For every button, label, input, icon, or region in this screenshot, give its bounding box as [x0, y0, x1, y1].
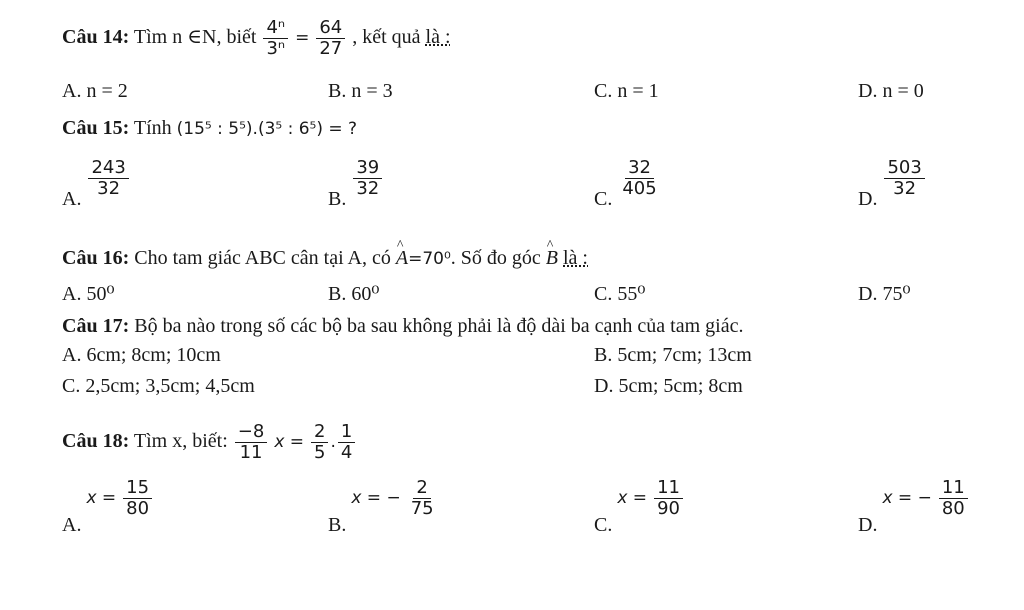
rhs-fraction-1	[311, 422, 328, 463]
fraction-numerator: 503	[884, 158, 924, 179]
option-fraction	[654, 478, 683, 519]
question-16-text: Cho tam giác ABC cân tại A, có	[134, 247, 391, 269]
question-17-text: Bộ ba nào trong số các bộ ba sau không phải là độ dài ba cạnh của tam giác.	[134, 315, 744, 337]
option-fraction	[353, 158, 382, 199]
option-prefix: x = −	[882, 488, 932, 509]
question-15-text: Tính	[133, 117, 172, 139]
rhs-fraction-2	[338, 422, 355, 463]
fraction-numerator: 15	[123, 478, 152, 499]
option-letter: A.	[62, 188, 82, 211]
fraction-numerator: 1	[338, 422, 355, 443]
fraction-numerator: 32	[625, 158, 654, 179]
question-15-stem	[62, 116, 357, 141]
q15-option-d[interactable]	[858, 157, 927, 211]
option-letter: D.	[858, 514, 878, 537]
fraction-denominator: 27	[319, 38, 343, 59]
question-15-label: Câu 15:	[62, 117, 130, 139]
option-prefix: x =	[617, 488, 648, 509]
question-14-rhs-fraction	[316, 18, 345, 59]
option-letter: C.	[594, 514, 613, 537]
question-18-text: Tìm x, biết:	[133, 430, 228, 453]
fraction-numerator: 4ⁿ	[263, 18, 288, 39]
q18-option-c[interactable]	[594, 477, 685, 537]
fraction-denominator: 11	[239, 442, 263, 463]
fraction-denominator: 90	[657, 498, 680, 519]
q17-option-b[interactable]: B. 5cm; 7cm; 13cm	[594, 344, 752, 366]
q16-option-b[interactable]: B. 60⁰	[328, 283, 380, 305]
angle-b-symbol: ^ B	[546, 246, 558, 270]
fraction-denominator: 3ⁿ	[266, 38, 286, 59]
equation-middle: x =	[274, 432, 305, 453]
option-fraction	[408, 478, 437, 519]
q17-option-d[interactable]: D. 5cm; 5cm; 8cm	[594, 375, 743, 397]
fraction-numerator: −8	[235, 422, 268, 443]
fraction-denominator: 4	[340, 442, 353, 463]
fraction-numerator: 2	[413, 478, 430, 499]
question-18-stem	[62, 422, 357, 463]
question-16-label: Câu 16:	[62, 247, 130, 269]
q17-option-a[interactable]: A. 6cm; 8cm; 10cm	[62, 344, 221, 366]
q18-option-d[interactable]	[858, 477, 970, 537]
angle-a-symbol: ^ A	[396, 246, 408, 270]
question-14-label: Câu 14:	[62, 26, 130, 49]
option-letter: D.	[858, 188, 878, 211]
fraction-denominator: 75	[410, 498, 434, 519]
option-letter: B.	[328, 188, 347, 211]
equals-sign: =	[295, 28, 310, 49]
question-14-text-2: , kết quả	[352, 26, 421, 49]
angle-a-value: =70⁰	[408, 249, 451, 269]
fraction-numerator: 64	[316, 18, 345, 39]
question-18-label: Câu 18:	[62, 430, 130, 453]
fraction-denominator: 5	[314, 442, 326, 463]
q16-option-d[interactable]: D. 75⁰	[858, 283, 911, 305]
fraction-numerator: 39	[353, 158, 382, 179]
fraction-denominator: 80	[126, 498, 150, 519]
option-prefix: x =	[86, 488, 117, 509]
fraction-numerator: 2	[311, 422, 328, 443]
lhs-fraction	[235, 422, 268, 463]
q16-option-a[interactable]: A. 50⁰	[62, 283, 115, 305]
question-14-stem	[62, 18, 451, 59]
question-17-label: Câu 17:	[62, 315, 130, 337]
option-letter: B.	[328, 514, 347, 537]
fraction-denominator: 80	[941, 498, 965, 519]
question-16-text-2: . Số đo góc	[450, 247, 541, 269]
q18-option-b[interactable]	[328, 477, 439, 537]
q14-option-a[interactable]: A. n = 2	[62, 80, 128, 102]
fraction-denominator: 32	[356, 178, 380, 199]
option-fraction	[619, 158, 659, 199]
fraction-denominator: 32	[97, 178, 121, 199]
q16-option-c[interactable]: C. 55⁰	[594, 283, 646, 305]
multiply-dot: .	[330, 432, 336, 453]
q14-option-d[interactable]: D. n = 0	[858, 80, 924, 102]
option-fraction	[88, 158, 128, 199]
question-14-text-3: là :	[425, 26, 451, 49]
fraction-numerator: 11	[939, 478, 968, 499]
q14-option-b[interactable]: B. n = 3	[328, 80, 393, 102]
fraction-denominator: 405	[622, 178, 657, 199]
q15-option-b[interactable]	[328, 157, 384, 211]
question-15-expression: (15⁵ : 5⁵).(3⁵ : 6⁵) = ?	[176, 119, 358, 139]
question-17-stem	[62, 314, 743, 338]
q17-option-c[interactable]: C. 2,5cm; 3,5cm; 4,5cm	[62, 375, 255, 397]
fraction-denominator: 32	[893, 178, 917, 199]
option-fraction	[123, 478, 152, 519]
fraction-numerator: 243	[88, 158, 128, 179]
q18-option-a[interactable]	[62, 477, 154, 537]
option-prefix: x = −	[351, 488, 401, 509]
q15-option-c[interactable]	[594, 157, 662, 211]
option-fraction	[939, 478, 968, 519]
question-14-lhs-fraction	[263, 18, 288, 59]
option-letter: C.	[594, 188, 613, 211]
question-16-stem	[62, 246, 588, 271]
option-letter: A.	[62, 514, 82, 537]
option-fraction	[884, 158, 924, 199]
q15-option-a[interactable]	[62, 157, 131, 211]
fraction-numerator: 11	[654, 478, 683, 499]
question-16-text-3: là :	[563, 247, 588, 269]
q14-option-c[interactable]: C. n = 1	[594, 80, 659, 102]
question-14-text: Tìm n ∈N, biết	[133, 26, 257, 49]
